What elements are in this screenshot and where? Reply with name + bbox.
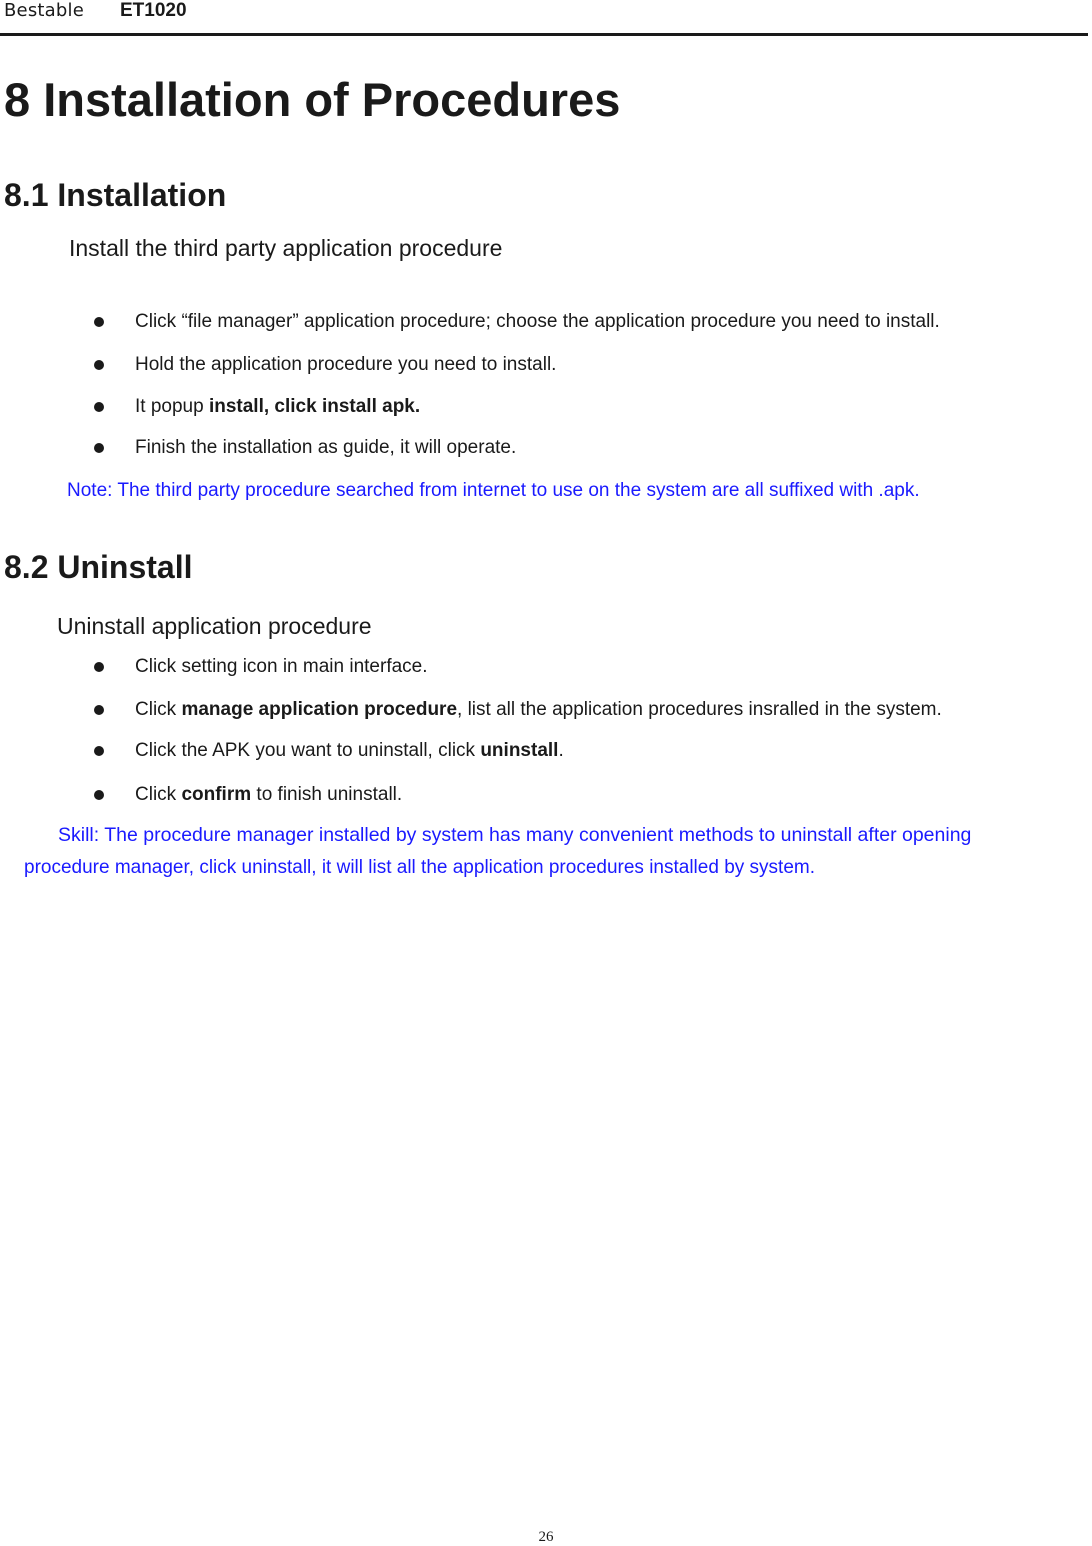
bullet-dot-icon bbox=[94, 662, 104, 672]
installation-note: Note: The third party procedure searched from internet to use on the system are all suffixed with .apk. bbox=[67, 480, 920, 501]
header-rule bbox=[0, 33, 1088, 36]
bullet-dot-icon bbox=[94, 790, 104, 800]
section-intro-installation: Install the third party application procedure bbox=[69, 235, 503, 261]
bullet-dot-icon bbox=[94, 746, 104, 756]
header-model: ET1020 bbox=[120, 0, 187, 21]
page-number: 26 bbox=[538, 1529, 554, 1545]
skill-line-2: procedure manager, click uninstall, it will list all the application procedures installed by system. bbox=[24, 857, 815, 878]
bullet-text: Click “file manager” application procedure; choose the application procedure you need to install. bbox=[135, 311, 940, 332]
bullet-dot-icon bbox=[94, 402, 104, 412]
bullet-text: Click manage application procedure, list all the application procedures insralled in the system. bbox=[135, 699, 942, 720]
bullet-text: Click the APK you want to uninstall, click uninstall. bbox=[135, 740, 564, 761]
bullet-text: Click confirm to finish uninstall. bbox=[135, 784, 403, 805]
bullet-text: Click setting icon in main interface. bbox=[135, 656, 428, 677]
section-heading-installation: 8.1 Installation bbox=[4, 177, 227, 213]
skill-line-1: Skill: The procedure manager installed by system has many convenient methods to uninstall after opening bbox=[58, 824, 972, 846]
bullet-dot-icon bbox=[94, 705, 104, 715]
bullet-text: Hold the application procedure you need to install. bbox=[135, 354, 557, 375]
bullet-dot-icon bbox=[94, 317, 104, 327]
bullet-dot-icon bbox=[94, 360, 104, 370]
page-title: 8 Installation of Procedures bbox=[4, 73, 621, 126]
bullet-dot-icon bbox=[94, 443, 104, 453]
bullet-text: Finish the installation as guide, it will operate. bbox=[135, 437, 517, 458]
bullet-text: It popup install, click install apk. bbox=[135, 396, 421, 417]
section-intro-uninstall: Uninstall application procedure bbox=[57, 613, 372, 639]
section-heading-uninstall: 8.2 Uninstall bbox=[4, 549, 193, 585]
header-brand: Bestable bbox=[4, 0, 84, 21]
